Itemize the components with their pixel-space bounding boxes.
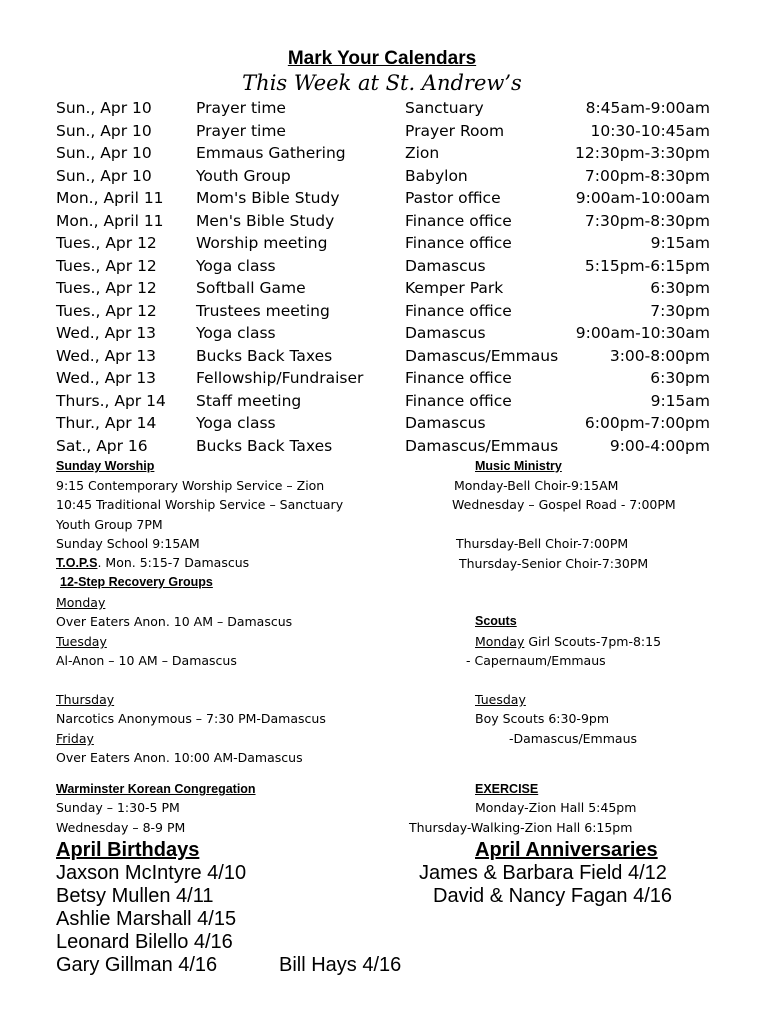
- event-time: 3:00-8:00pm: [609, 346, 710, 365]
- birthdays-heading: April Birthdays: [56, 839, 200, 861]
- scouts-heading: Scouts: [475, 614, 517, 628]
- event-location: Sanctuary: [405, 99, 484, 117]
- recovery-day-label: Friday: [56, 731, 94, 746]
- event-time: 10:30-10:45am: [590, 121, 710, 140]
- event-time: 7:30pm: [650, 301, 710, 320]
- recovery-line: Over Eaters Anon. 10 AM – Damascus: [56, 614, 293, 629]
- event-time: 12:30pm-3:30pm: [575, 144, 710, 162]
- event-event: Softball Game: [196, 279, 306, 297]
- sunday-worship-heading: Sunday Worship: [56, 459, 155, 473]
- event-time: 8:45am-9:00am: [585, 99, 710, 117]
- exercise-line: Thursday-Walking-Zion Hall 6:15pm: [409, 820, 633, 835]
- event-location: Finance office: [405, 369, 512, 387]
- event-day: Tues., Apr 12: [56, 256, 157, 275]
- recovery-heading: 12-Step Recovery Groups: [60, 575, 213, 589]
- event-time: 6:30pm: [650, 369, 710, 387]
- event-location: Finance office: [405, 301, 512, 320]
- event-time: 9:00am-10:30am: [575, 324, 710, 342]
- event-day: Tues., Apr 12: [56, 279, 157, 297]
- music-line: Thursday-Bell Choir-7:00PM: [456, 536, 629, 551]
- recovery-line: Narcotics Anonymous – 7:30 PM-Damascus: [56, 711, 326, 726]
- page-subtitle: This Week at St. Andrew’s: [242, 71, 522, 95]
- event-day: Sun., Apr 10: [56, 99, 152, 117]
- anniversaries-heading: April Anniversaries: [475, 839, 658, 861]
- birthday-item: Ashlie Marshall 4/15: [56, 908, 237, 930]
- event-location: Damascus/Emmaus: [405, 346, 559, 365]
- event-location: Damascus: [405, 256, 486, 275]
- music-line: Thursday-Senior Choir-7:30PM: [459, 556, 649, 571]
- worship-line: Sunday School 9:15AM: [56, 536, 200, 551]
- event-day: Thur., Apr 14: [56, 414, 157, 432]
- event-event: Worship meeting: [196, 234, 328, 252]
- worship-line: 9:15 Contemporary Worship Service – Zion: [56, 478, 325, 493]
- birthday-item: Bill Hays 4/16: [279, 954, 402, 976]
- event-day: Tues., Apr 12: [56, 234, 157, 252]
- event-event: Yoga class: [196, 324, 276, 342]
- tops-text: . Mon. 5:15-7 Damascus: [97, 555, 250, 570]
- event-time: 7:30pm-8:30pm: [584, 211, 710, 230]
- event-day: Sun., Apr 10: [56, 144, 152, 162]
- event-event: Mom's Bible Study: [196, 189, 340, 207]
- event-time: 6:30pm: [650, 279, 710, 297]
- scouts-day-label: Tuesday: [475, 692, 526, 707]
- event-location: Babylon: [405, 166, 468, 185]
- recovery-day-label: Tuesday: [56, 634, 107, 649]
- event-event: Yoga class: [196, 256, 276, 275]
- tops-line: [56, 555, 249, 570]
- event-time: 9:15am: [650, 391, 710, 410]
- korean-heading: Warminster Korean Congregation: [56, 782, 256, 796]
- event-location: Finance office: [405, 391, 512, 410]
- tops-label: T.O.P.S: [56, 556, 98, 570]
- event-time: 9:15am: [650, 234, 710, 252]
- event-day: Sun., Apr 10: [56, 121, 152, 140]
- event-event: Bucks Back Taxes: [196, 346, 333, 365]
- event-time: 7:00pm-8:30pm: [584, 166, 710, 185]
- music-line: Monday-Bell Choir-9:15AM: [454, 478, 619, 493]
- worship-line: 10:45 Traditional Worship Service – Sanctuary: [56, 497, 344, 512]
- worship-line: Youth Group 7PM: [56, 517, 163, 532]
- event-event: Emmaus Gathering: [196, 144, 346, 162]
- event-event: Trustees meeting: [196, 301, 330, 320]
- event-location: Finance office: [405, 211, 512, 230]
- anniversary-item: David & Nancy Fagan 4/16: [433, 885, 673, 907]
- event-event: Prayer time: [196, 99, 286, 117]
- recovery-day-label: Monday: [56, 595, 106, 610]
- anniversary-item: James & Barbara Field 4/12: [419, 862, 667, 884]
- event-event: Youth Group: [196, 166, 291, 185]
- birthday-item: Leonard Bilello 4/16: [56, 931, 233, 953]
- boy-scouts-location: -Damascus/Emmaus: [509, 731, 638, 746]
- girl-scouts-line: [475, 634, 661, 649]
- event-location: Pastor office: [405, 189, 501, 207]
- recovery-line: Over Eaters Anon. 10:00 AM-Damascus: [56, 750, 303, 765]
- event-event: Yoga class: [196, 414, 276, 432]
- event-location: Damascus: [405, 414, 486, 432]
- recovery-line: Al-Anon – 10 AM – Damascus: [56, 653, 237, 668]
- scouts-day-label: Monday: [475, 634, 525, 649]
- event-day: Wed., Apr 13: [56, 324, 157, 342]
- event-location: Prayer Room: [405, 121, 505, 140]
- event-location: Damascus/Emmaus: [405, 436, 559, 455]
- event-day: Tues., Apr 12: [56, 301, 157, 320]
- exercise-heading: EXERCISE: [475, 782, 539, 796]
- recovery-day-label: Thursday: [56, 692, 115, 707]
- event-day: Thurs., Apr 14: [56, 391, 166, 410]
- event-day: Wed., Apr 13: [56, 346, 157, 365]
- birthday-item: Betsy Mullen 4/11: [56, 885, 214, 907]
- event-event: Bucks Back Taxes: [196, 436, 333, 455]
- korean-line: Wednesday – 8-9 PM: [56, 820, 186, 835]
- event-time: 9:00am-10:00am: [575, 189, 710, 207]
- event-event: Men's Bible Study: [196, 211, 335, 230]
- music-ministry-heading: Music Ministry: [475, 459, 562, 473]
- exercise-line: Monday-Zion Hall 5:45pm: [475, 800, 637, 815]
- event-day: Sun., Apr 10: [56, 166, 152, 185]
- page-title: Mark Your Calendars: [287, 48, 477, 69]
- event-time: 5:15pm-6:15pm: [584, 256, 710, 275]
- boy-scouts-line: Boy Scouts 6:30-9pm: [475, 711, 610, 726]
- event-day: Sat., Apr 16: [56, 436, 148, 455]
- girl-scouts-text: Girl Scouts-7pm-8:15: [524, 634, 662, 649]
- event-event: Fellowship/Fundraiser: [196, 369, 364, 387]
- event-day: Mon., April 11: [56, 189, 164, 207]
- music-line: Wednesday – Gospel Road - 7:00PM: [452, 497, 676, 512]
- event-location: Finance office: [405, 234, 512, 252]
- event-event: Prayer time: [196, 121, 286, 140]
- birthday-item: Gary Gillman 4/16: [56, 954, 218, 976]
- event-day: Wed., Apr 13: [56, 369, 157, 387]
- korean-line: Sunday – 1:30-5 PM: [56, 800, 180, 815]
- birthday-item: Jaxson McIntyre 4/10: [56, 862, 247, 884]
- girl-scouts-location: - Capernaum/Emmaus: [466, 653, 606, 668]
- event-day: Mon., April 11: [56, 211, 164, 230]
- event-location: Zion: [405, 144, 440, 162]
- event-location: Damascus: [405, 324, 486, 342]
- event-time: 6:00pm-7:00pm: [584, 414, 710, 432]
- event-event: Staff meeting: [196, 391, 302, 410]
- event-time: 9:00-4:00pm: [609, 436, 710, 455]
- event-location: Kemper Park: [405, 279, 504, 297]
